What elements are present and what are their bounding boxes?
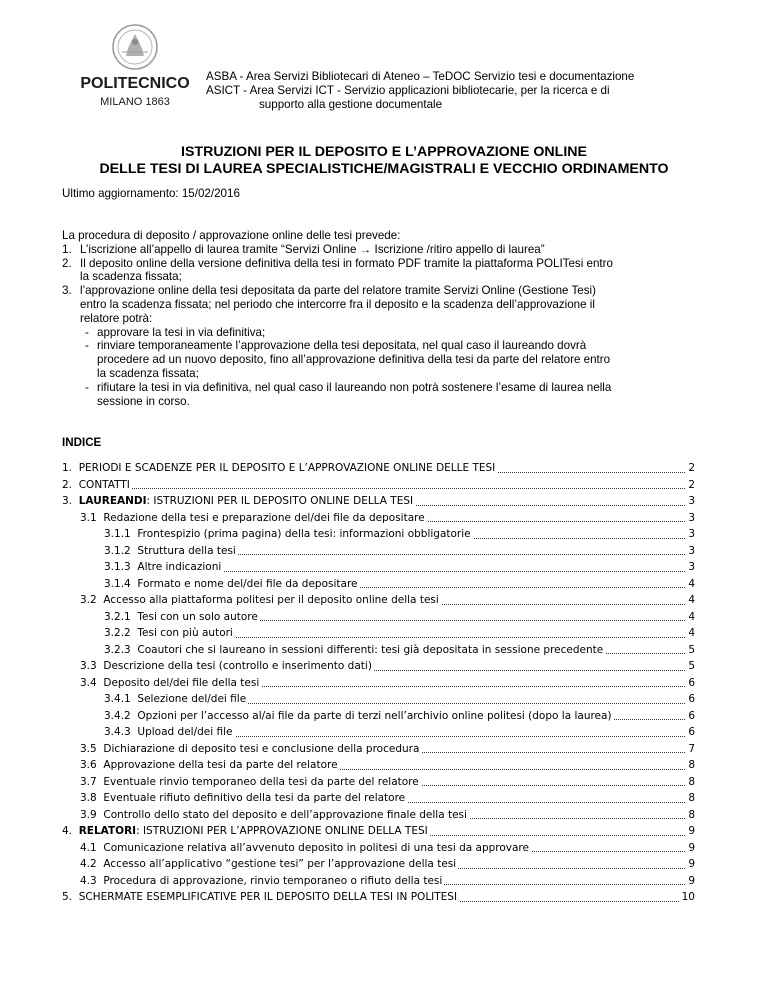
toc-page-number: 8 (686, 774, 695, 791)
toc-entry-text (62, 462, 497, 474)
toc-entry-text (62, 792, 407, 804)
toc-entry-title: Approvazione della tesi da parte del relatore (103, 759, 338, 771)
toc-entry-text (62, 627, 235, 639)
toc-entry-title: Procedura di approvazione, rinvio temporaneo o rifiuto della tesi (103, 874, 443, 887)
toc-page-number: 6 (686, 708, 695, 725)
toc-entry-title: : ISTRUZIONI PER IL DEPOSITO ONLINE DELLA TESI (146, 495, 414, 507)
item-line: relatore potrà: (80, 311, 153, 325)
toc-page-number: 4 (686, 625, 695, 642)
item-number: 2. (62, 256, 72, 270)
toc-entry-text (62, 693, 248, 705)
toc-entry-title: Struttura della tesi (137, 544, 236, 557)
toc-entry-title: Deposito del/dei file della tesi (103, 676, 260, 689)
toc-entry-text (62, 545, 238, 557)
index-heading: INDICE (62, 436, 102, 449)
toc-entry-text (62, 677, 261, 689)
item-number: 1. (62, 242, 72, 256)
toc-entry-text (62, 825, 430, 837)
toc-page-number: 3 (686, 559, 695, 576)
toc-entry-number: 3.2.2 (104, 627, 131, 639)
toc-entry-title: SCHERMATE ESEMPLIFICATIVE PER IL DEPOSITO DELLA TESI IN POLITESI (78, 891, 458, 903)
toc-entry-number: 3.3 (80, 660, 97, 672)
toc-entry-text (62, 875, 444, 887)
item-line: entro la scadenza fissata; nel periodo che intercorre fra il deposito e la scadenza dell’approvazione il (80, 297, 595, 311)
item-line: la scadenza fissata; (80, 270, 182, 284)
toc-page-number: 6 (686, 675, 695, 692)
toc-entry-number: 3.2.3 (104, 643, 131, 656)
toc-entry-title: Descrizione della tesi (controllo e inserimento dati) (103, 660, 372, 672)
toc-entry[interactable] (62, 691, 695, 708)
toc-entry-text (62, 743, 421, 755)
toc-entry-number: 4.2 (80, 858, 97, 870)
toc-entry-title: Upload del/dei file (137, 726, 233, 738)
toc-entry-number: 3.5 (80, 742, 97, 755)
toc-page-number: 7 (686, 741, 695, 758)
toc-entry[interactable] (62, 675, 695, 692)
toc-entry-text (62, 578, 360, 590)
toc-page-number: 9 (686, 823, 695, 840)
toc-entry-title: Dichiarazione di deposito tesi e conclusione della procedura (103, 742, 420, 755)
intro-subitem-postpone (62, 339, 712, 380)
toc-page-number: 3 (686, 493, 695, 510)
toc-entry-number: 3.1 (80, 511, 97, 524)
toc-entry-title: Eventuale rinvio temporaneo della tesi da parte del relatore (103, 775, 419, 788)
header-line-3: supporto alla gestione documentale (259, 97, 443, 111)
toc-entry-number: 3.1.4 (104, 577, 131, 590)
toc-page-number: 10 (680, 889, 695, 906)
toc-entry-text (62, 495, 415, 507)
politecnico-logo (76, 22, 194, 114)
item-number: 3. (62, 284, 72, 298)
toc-page-number: 9 (686, 873, 695, 890)
toc-page-number: 5 (686, 658, 695, 675)
toc-entry[interactable] (62, 873, 695, 890)
subitem-line: rinviare temporaneamente l’approvazione della tesi depositata, nel qual caso il laureando dovrà (97, 339, 587, 353)
toc-entry-title: CONTATTI (78, 478, 130, 491)
toc-entry[interactable] (62, 708, 695, 725)
toc-entry-text (62, 561, 223, 573)
header-line-2: ASICT - Area Servizi ICT - Servizio applicazioni bibliotecarie, per la ricerca e di (206, 83, 610, 97)
toc-entry-title: Tesi con un solo autore (137, 610, 258, 623)
toc-entry-number: 3.1.1 (104, 528, 131, 540)
toc-entry-number: 3.9 (80, 808, 97, 821)
item-line: L’iscrizione all’appello di laurea tramite “Servizi Online → Iscrizione /ritiro appello di laurea” (80, 242, 545, 256)
title-line-2: DELLE TESI DI LAUREA SPECIALISTICHE/MAGISTRALI E VECCHIO ORDINAMENTO (99, 160, 669, 177)
title-line-1: ISTRUZIONI PER IL DEPOSITO E L’APPROVAZIONE ONLINE (181, 144, 587, 160)
toc-entry[interactable] (62, 526, 695, 543)
document-title (0, 144, 768, 177)
toc-entry-number: 3.4.3 (104, 726, 131, 738)
toc-entry-text (62, 594, 441, 606)
toc-page-number: 4 (686, 592, 695, 609)
intro-item-2 (62, 257, 712, 285)
toc-page-number: 3 (686, 526, 695, 543)
toc-entry[interactable] (62, 724, 695, 741)
toc-entry-text (62, 644, 605, 656)
toc-entry-title: Accesso alla piattaforma politesi per il deposito online della tesi (103, 594, 439, 606)
toc-entry[interactable] (62, 856, 695, 873)
toc-page-number: 4 (686, 609, 695, 626)
intro-item-1 (62, 243, 712, 257)
intro-item-3 (62, 284, 712, 325)
toc-page-number: 2 (686, 460, 695, 477)
toc-page-number: 9 (686, 856, 695, 873)
toc-entry[interactable] (62, 493, 695, 510)
subitem-line: procedere ad un nuovo deposito, fino all’approvazione definitiva della tesi da parte del relatore entro (97, 353, 611, 367)
toc-entry-number: 3.4.2 (104, 709, 131, 722)
toc-entry-number: 2. (62, 478, 73, 491)
toc-entry[interactable] (62, 642, 695, 659)
toc-entry-number: 4.3 (80, 874, 97, 887)
toc-entry-number: 4. (62, 825, 73, 837)
toc-entry-title: Tesi con più autori (137, 627, 233, 639)
intro-lead: La procedura di deposito / approvazione online delle tesi prevede: (62, 229, 401, 242)
toc-entry-number: 3.8 (80, 792, 97, 804)
toc-entry-text (62, 512, 427, 524)
toc-entry[interactable] (62, 790, 695, 807)
toc-entry-number: 3.1.3 (104, 561, 131, 573)
intro-subitem-approve (62, 326, 712, 340)
item-line: l’approvazione online della tesi depositata da parte del relatore tramite Servizi Online (Gestione Tesi) (80, 284, 596, 298)
toc-entry[interactable] (62, 807, 695, 824)
toc-entry-text (62, 776, 421, 788)
toc-entry-title: Redazione della tesi e preparazione del/dei file da depositare (103, 511, 425, 524)
toc-entry-number: 3.7 (80, 775, 97, 788)
toc-entry-number: 3.2 (80, 594, 97, 606)
svg-text:MILANO 1863: MILANO 1863 (100, 96, 170, 108)
intro-section (62, 229, 712, 408)
toc-entry-title: Opzioni per l’accesso al/ai file da parte di terzi nell’archivio online politesi (dopo la laurea) (137, 709, 612, 722)
toc-entry-bold: RELATORI (78, 825, 137, 837)
toc-entry-text (62, 891, 459, 903)
intro-subitem-reject (62, 381, 712, 409)
toc-page-number: 6 (686, 691, 695, 708)
toc-page-number: 9 (686, 840, 695, 857)
toc-entry[interactable] (62, 543, 695, 560)
toc-entry-text (62, 479, 132, 491)
toc-entry-title: : ISTRUZIONI PER L’APPROVAZIONE ONLINE DELLA TESI (136, 825, 428, 837)
toc-entry-number: 3.4.1 (104, 693, 131, 705)
toc-page-number: 8 (686, 807, 695, 824)
toc-entry[interactable] (62, 889, 695, 906)
toc-entry[interactable] (62, 460, 695, 477)
toc-entry[interactable] (62, 609, 695, 626)
toc-entry-title: Accesso all’applicativo “gestione tesi” per l’approvazione della tesi (103, 858, 457, 870)
toc-entry-text (62, 660, 374, 672)
toc-entry-text (62, 528, 473, 540)
toc-entry[interactable] (62, 477, 695, 494)
toc-entry-title: Eventuale rifiuto definitivo della tesi da parte del relatore (103, 792, 406, 804)
toc-entry[interactable] (62, 823, 695, 840)
toc-entry[interactable] (62, 840, 695, 857)
toc-entry-title: Altre indicazioni (137, 561, 222, 573)
toc-entry[interactable] (62, 559, 695, 576)
toc-entry-bold: LAUREANDI (78, 495, 147, 507)
toc-page-number: 3 (686, 543, 695, 560)
toc-page-number: 2 (686, 477, 695, 494)
toc-entry[interactable] (62, 741, 695, 758)
toc-entry-text (62, 809, 469, 821)
toc-entry-number: 3.1.2 (104, 544, 131, 557)
dash-bullet: - (85, 325, 89, 339)
toc-entry-text (62, 858, 458, 870)
toc-entry-text (62, 759, 340, 771)
toc-entry[interactable] (62, 625, 695, 642)
toc-entry[interactable] (62, 592, 695, 609)
toc-entry-number: 3. (62, 495, 73, 507)
toc-entry[interactable] (62, 658, 695, 675)
toc-entry[interactable] (62, 576, 695, 593)
toc-entry-number: 4.1 (80, 841, 97, 854)
toc-entry[interactable] (62, 774, 695, 791)
toc-entry-text (62, 842, 531, 854)
toc-entry-title: Comunicazione relativa all’avvenuto deposito in politesi di una tesi da approvare (103, 841, 529, 854)
toc-dot-leader (62, 488, 695, 489)
header-line-1: ASBA - Area Servizi Bibliotecari di Ateneo – TeDOC Servizio tesi e documentazione (206, 70, 635, 83)
toc-page-number: 8 (686, 790, 695, 807)
item-line: Il deposito online della versione definitiva della tesi in formato PDF tramite la piattaforma POLITesi entro (80, 256, 613, 270)
table-of-contents (62, 460, 695, 906)
subitem-line: sessione in corso. (97, 394, 190, 408)
toc-entry-title: Selezione del/dei file (137, 693, 247, 705)
toc-entry-text (62, 611, 260, 623)
toc-entry-number: 3.2.1 (104, 610, 131, 623)
subitem-line: rifiutare la tesi in via definitiva, nel qual caso il laureando non potrà sostenere l’esame di laurea nella (97, 380, 612, 394)
toc-entry-number: 3.6 (80, 759, 97, 771)
toc-entry-title: Coautori che si laureano in sessioni differenti: tesi già depositata in sessione precedente (137, 643, 604, 656)
svg-text:POLITECNICO: POLITECNICO (80, 75, 190, 92)
toc-entry[interactable] (62, 510, 695, 527)
header-departments (206, 70, 634, 111)
toc-entry[interactable] (62, 757, 695, 774)
toc-entry-title: Frontespizio (prima pagina) della tesi: informazioni obbligatorie (137, 528, 471, 540)
last-updated: Ultimo aggiornamento: 15/02/2016 (62, 187, 240, 200)
subitem-line: la scadenza fissata; (97, 366, 199, 380)
toc-entry-title: Controllo dello stato del deposito e dell’approvazione finale della tesi (103, 808, 467, 821)
toc-entry-number: 3.4 (80, 676, 97, 689)
toc-entry-title: Formato e nome del/dei file da depositare (137, 577, 358, 590)
toc-entry-text (62, 726, 235, 738)
dash-bullet: - (85, 339, 89, 353)
toc-page-number: 5 (686, 642, 695, 659)
toc-page-number: 8 (686, 757, 695, 774)
toc-entry-number: 1. (62, 462, 73, 474)
toc-page-number: 3 (686, 510, 695, 527)
toc-entry-number: 5. (62, 891, 73, 903)
subitem-line: approvare la tesi in via definitiva; (97, 325, 266, 339)
toc-entry-title: PERIODI E SCADENZE PER IL DEPOSITO E L’APPROVAZIONE ONLINE DELLE TESI (78, 462, 496, 474)
dash-bullet: - (85, 380, 89, 394)
toc-page-number: 4 (686, 576, 695, 593)
politecnico-seal-icon (76, 22, 194, 114)
toc-page-number: 6 (686, 724, 695, 741)
toc-entry-text (62, 710, 614, 722)
